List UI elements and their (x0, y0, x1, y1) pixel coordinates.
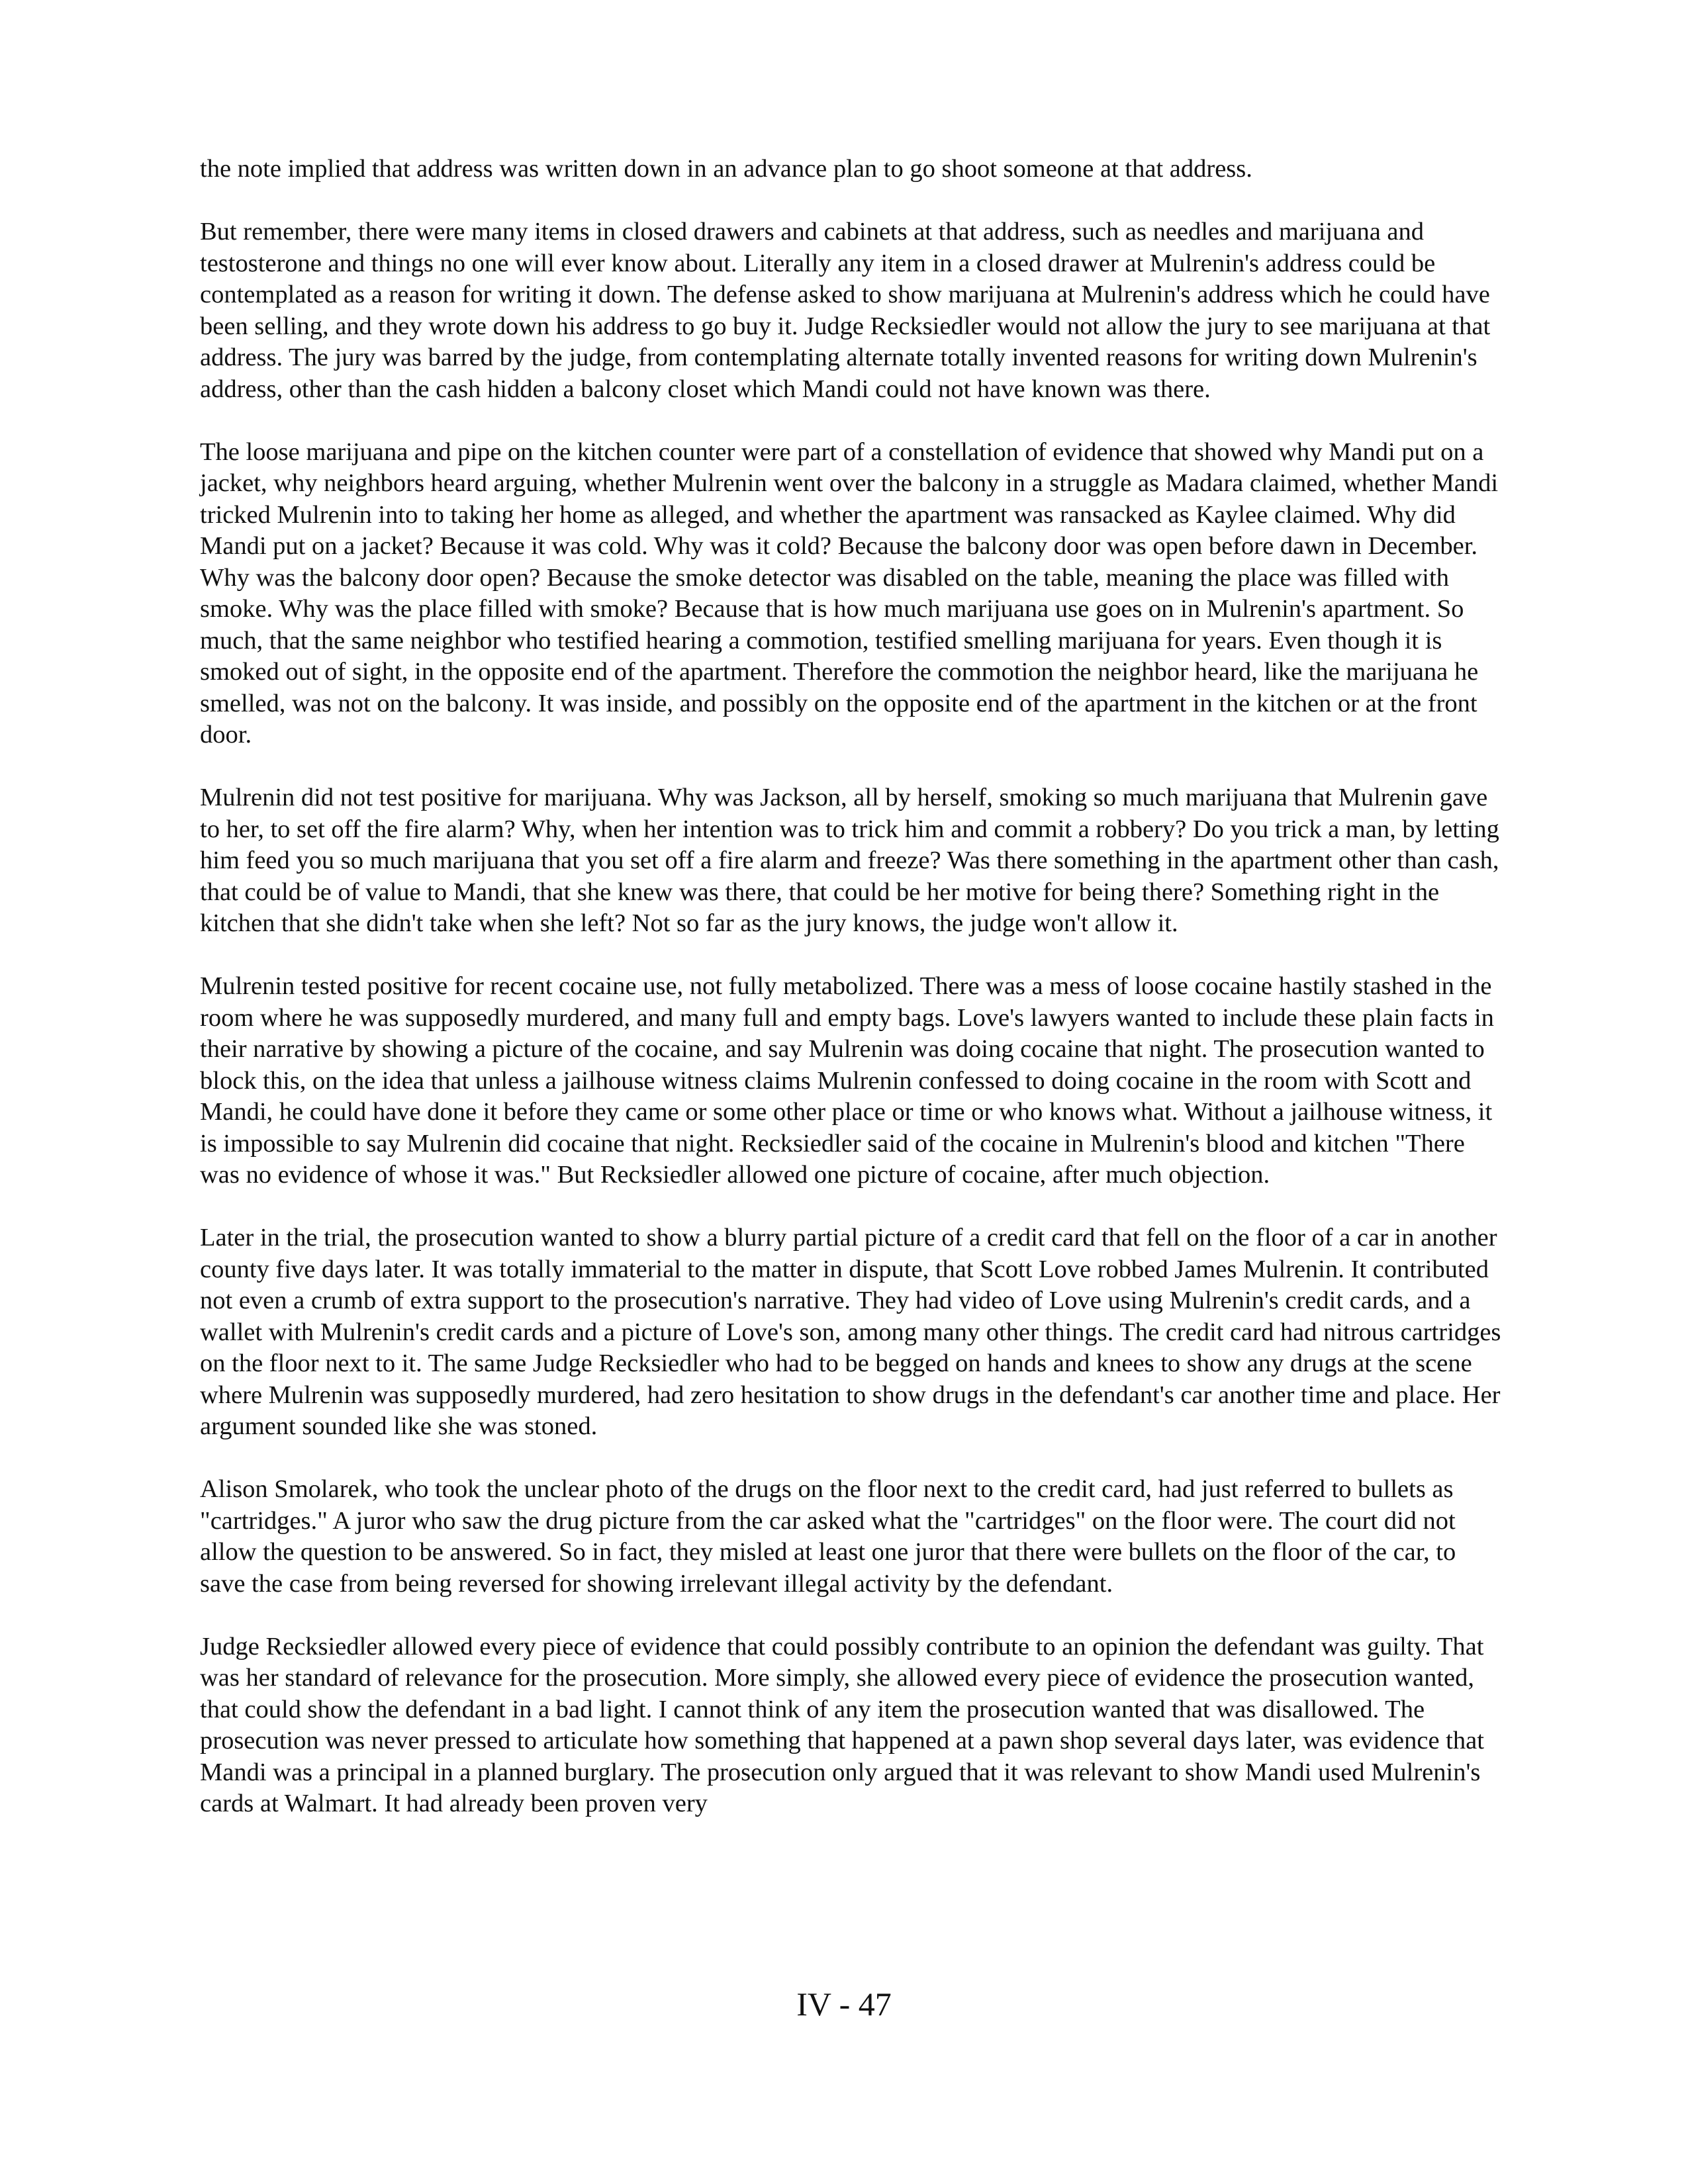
paragraph-4: Mulrenin did not test positive for marijuana. Why was Jackson, all by herself, smoking so much marijuana that Mulrenin gave to her, to set off the fire alarm? Why, when her intention was to trick him and commit a robbery? Do you trick a man, by letting him feed you so much marijuana that you set off a fire alarm and freeze? Was there something in the apartment other than cash, that could be of value to Mandi, that she knew was there, that could be her motive for being there? Something right in the kitchen that she didn't take when she left? Not so far as the jury knows, the judge won't allow it. (200, 784, 1499, 937)
paragraph-5: Mulrenin tested positive for recent cocaine use, not fully metabolized. There was a mess of loose cocaine hastily stashed in the room where he was supposedly murdered, and many full and empty bags. Love's lawyers wanted to include these plain facts in their narrative by showing a picture of the cocaine, and say Mulrenin was doing cocaine that night. The prosecution wanted to block this, on the idea that unless a jailhouse witness claims Mulrenin confessed to doing cocaine in the room with Scott and Mandi, he could have done it before they came or some other place or time or who knows what. Without a jailhouse witness, it is impossible to say Mulrenin did cocaine that night. Recksiedler said of the cocaine in Mulrenin's blood and kitchen "There was no evidence of whose it was." But Recksiedler allowed one picture of cocaine, after much objection. (200, 972, 1494, 1189)
paragraph-1: the note implied that address was written down in an advance plan to go shoot someone at that address. (200, 155, 1252, 183)
page-number: IV - 47 (796, 1985, 892, 2023)
paragraph-3: The loose marijuana and pipe on the kitchen counter were part of a constellation of evidence that showed why Mandi put on a jacket, why neighbors heard arguing, whether Mulrenin went over the balcony in a struggle as Madara claimed, whether Mandi tricked Mulrenin into to taking her home as alleged, and whether the apartment was ransacked as Kaylee claimed. Why did Mandi put on a jacket? Because it was cold. Why was it cold? Because the balcony door was open before dawn in December. Why was the balcony door open? Because the smoke detector was disabled on the table, meaning the place was filled with smoke. Why was the place filled with smoke? Because that is how much marijuana use goes on in Mulrenin's apartment. So much, that the same neighbor who testified hearing a commotion, testified smelling marijuana for years. Even though it is smoked out of sight, in the opposite end of the apartment. Therefore the commotion the neighbor heard, like the marijuana he smelled, was not on the balcony. It was inside, and possibly on the opposite end of the apartment in the kitchen or at the front door. (200, 437, 1499, 749)
body-text (200, 154, 1507, 1851)
paragraph-6: Later in the trial, the prosecution wanted to show a blurry partial picture of a credit card that fell on the floor of a car in another county five days later. It was totally immaterial to the matter in dispute, that Scott Love robbed James Mulrenin. It contributed not even a crumb of extra support to the prosecution's narrative. They had video of Love using Mulrenin's credit cards, and a wallet with Mulrenin's credit cards and a picture of Love's son, among many other things. The credit card had nitrous cartridges on the floor next to it. The same Judge Recksiedler who had to be begged on hands and knees to show any drugs at the scene where Mulrenin was supposedly murdered, had zero hesitation to show drugs in the defendant's car another time and place. Her argument sounded like she was stoned. (200, 1224, 1501, 1440)
paragraph-2: But remember, there were many items in closed drawers and cabinets at that address, such as needles and marijuana and testosterone and things no one will ever know about. Literally any item in a closed drawer at Mulrenin's address could be contemplated as a reason for writing it down. The defense asked to show marijuana at Mulrenin's address which he could have been selling, and they wrote down his address to go buy it. Judge Recksiedler would not allow the jury to see marijuana at that address. The jury was barred by the judge, from contemplating alternate totally invented reasons for writing down Mulrenin's address, other than the cash hidden a balcony closet which Mandi could not have known was there. (200, 218, 1491, 403)
paragraph-8: Judge Recksiedler allowed every piece of evidence that could possibly contribute to an opinion the defendant was guilty. That was her standard of relevance for the prosecution. More simply, she allowed every piece of evidence the prosecution wanted, that could show the defendant in a bad light. I cannot think of any item the prosecution wanted that was disallowed. The prosecution was never pressed to articulate how something that happened at a pawn shop several days later, was evidence that Mandi was a principal in a planned burglary. The prosecution only argued that it was relevant to show Mandi used Mulrenin's cards at Walmart. It had already been proven very (200, 1632, 1484, 1817)
paragraph-7: Alison Smolarek, who took the unclear photo of the drugs on the floor next to the credit card, had just referred to bullets as "cartridges." A juror who saw the drug picture from the car asked what the "cartridges" on the floor were. The court did not allow the question to be answered. So in fact, they misled at least one juror that there were bullets on the floor of the car, to save the case from being reversed for showing irrelevant illegal activity by the defendant. (200, 1475, 1456, 1598)
